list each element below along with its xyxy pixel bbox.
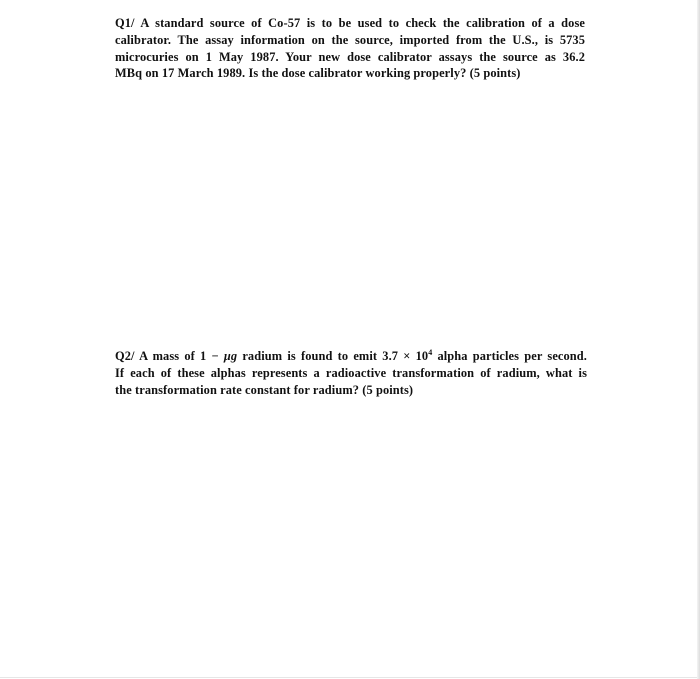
question-2-line-1-text-c: alpha particles per second. <box>432 349 587 363</box>
question-2-line-2: If each of these alphas represents a radioactive transformation of radium, what is <box>115 365 587 380</box>
question-2-line-1-text-b: radium is found to emit 3.7 × 10 <box>237 349 429 363</box>
question-2-line-1 <box>115 348 587 365</box>
question-1-line-2: calibrator. The assay information on the source, imported from the U.S., is 5735 <box>115 32 585 47</box>
question-1-line-4: MBq on 17 March 1989. Is the dose calibrator working properly? (5 points) <box>115 66 521 81</box>
question-2 <box>115 348 587 398</box>
question-1-line-3: microcuries on 1 May 1987. Your new dose calibrator assays the source as 36.2 <box>115 49 585 64</box>
power-of-ten-exponent: 4 <box>428 348 433 357</box>
question-1 <box>115 15 585 82</box>
question-2-line-1-text-a: Q2/ A mass of 1 − <box>115 349 224 363</box>
question-2-line-3: the transformation rate constant for radium? (5 points) <box>115 382 414 397</box>
microgram-unit: μg <box>223 349 238 363</box>
question-1-line-1: Q1/ A standard source of Co-57 is to be used to check the calibration of a dose <box>115 16 585 30</box>
